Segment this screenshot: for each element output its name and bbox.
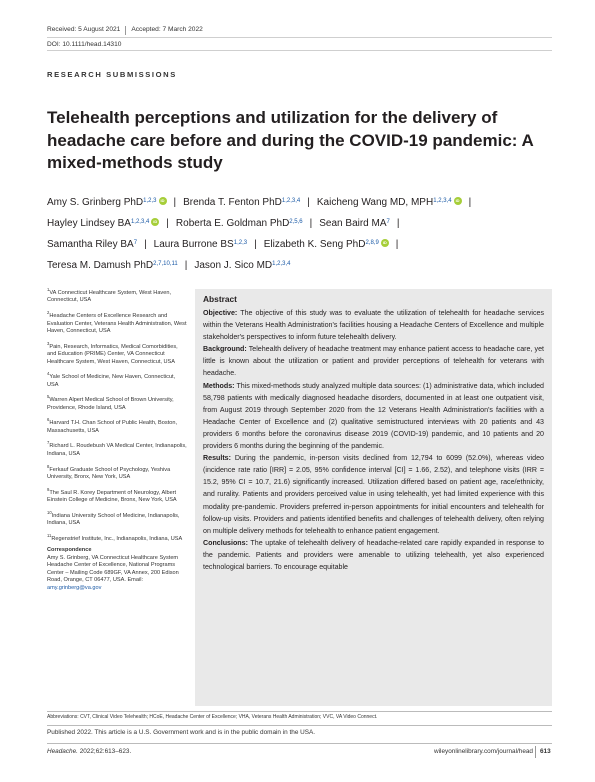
affiliation-text: Indiana University School of Medicine, Indianapolis, Indiana, USA <box>47 512 180 527</box>
article-title: Telehealth perceptions and utilization for the delivery of headache care before and during the COVID-19 pandemic: A mixed-methods study <box>47 108 534 172</box>
author-entry <box>317 197 462 208</box>
author-affiliation-marker: 1,2,3 <box>143 198 157 204</box>
citation: Headache. 2022;62:613–623. <box>47 748 132 755</box>
affiliation-number: 7 <box>47 440 50 446</box>
correspondence-heading: Correspondence <box>47 547 92 554</box>
abstract-box <box>195 289 552 706</box>
affiliation-item <box>47 309 187 336</box>
affiliation-text: Regenstrief Institute, Inc., Indianapolis, Indiana, USA <box>51 535 183 542</box>
author-name[interactable]: Jason J. Sico MD <box>194 260 273 271</box>
author-affiliation-marker: 1,2,3 <box>233 240 248 246</box>
affiliation-item <box>47 370 187 389</box>
publication-notice: Published 2022. This article is a U.S. Government work and is in the public domain in the USA. <box>47 729 316 736</box>
orcid-icon[interactable] <box>159 197 167 205</box>
affiliation-text: Pain, Research, Informatics, Medical Comorbidities, and Education (PRIME) Center, VA Connecticut Healthcare System, West Haven, Connecticut, USA <box>47 343 178 365</box>
author-name[interactable]: Kaicheng Wang MD, MPH <box>316 197 434 208</box>
page-separator <box>535 746 536 758</box>
author-affiliation-marker: 2,5,6 <box>289 219 303 225</box>
orcid-icon[interactable] <box>454 197 462 205</box>
author-entry <box>47 239 137 250</box>
abstract-results: Results: During the pandemic, in-person visits declined from 12,794 to 6099 (52.0%), whereas video (incidence rate ratio [IRR] = 2.05, 95% confidence interval [CI] = 1.66, 2.52), and telephone visits (IRR = 15.2, 95% CI = 10.7, 21.6) significantly increased. Utilization differed based on patient age, race/ethnicity, and rurality. Patients and providers perceived value in using telehealth, yet had limited experience with this modality pre-pandemic. Providers preferred in-person appointments for initial encounters and telehealth for follow-up visits. Providers and patients identified benefits and challenges of telehealth delivery, often relying on multiple delivery methods for telehealth to enhance patient engagement. <box>203 454 544 535</box>
author-separator: | <box>396 218 400 229</box>
author-affiliation-marker: 7 <box>386 219 390 225</box>
affiliation-text: Richard L. Roudebush VA Medical Center, Indianapolis, Indiana, USA <box>47 443 187 457</box>
author-separator: | <box>254 239 257 250</box>
author-name[interactable]: Elizabeth K. Seng PhD <box>263 239 366 250</box>
author-affiliation-marker: 1,2,3,4 <box>281 198 301 204</box>
author-separator: | <box>184 260 188 271</box>
affiliation-number: 1 <box>47 287 50 292</box>
author-list <box>47 192 557 276</box>
author-name[interactable]: Laura Burrone BS <box>153 239 234 250</box>
author-name[interactable]: Hayley Lindsey BA <box>47 218 131 229</box>
article-dates <box>47 26 203 35</box>
affiliation-text: Ferkauf Graduate School of Psychology, Yeshiva University, Bronx, New York, USA <box>47 466 171 480</box>
header-divider-2 <box>47 50 552 51</box>
affiliation-item <box>47 340 187 367</box>
affiliation-number: 8 <box>47 463 50 469</box>
affiliations <box>47 286 187 593</box>
accepted-date: Accepted: 7 March 2022 <box>131 26 203 33</box>
author-name[interactable]: Samantha Riley BA <box>47 239 134 250</box>
affiliation-text: The Saul R. Korey Department of Neurology, Albert Einstein College of Medicine, Bronx, New York, USA <box>47 489 177 504</box>
affiliation-text: Warren Alpert Medical School of Brown University, Providence, Rhode Island, USA <box>47 397 174 411</box>
affiliation-item <box>47 416 187 435</box>
affiliation-number: 4 <box>47 371 50 377</box>
author-name[interactable]: Amy S. Grinberg PhD <box>47 197 144 208</box>
abstract-background: Background: Telehealth delivery of headache treatment may enhance patient access to headache care, yet little is known about the utilization or patient and provider perceptions of telehealth for veterans with headache. <box>203 345 544 378</box>
affiliation-number: 10 <box>47 509 52 515</box>
author-separator: | <box>144 239 147 250</box>
author-name[interactable]: Teresa M. Damush PhD <box>47 260 154 271</box>
affiliation-item <box>47 509 187 528</box>
affiliation-text: Yale School of Medicine, New Haven, Connecticut, USA <box>47 374 176 388</box>
affiliation-text: Headache Centers of Excellence Research and Evaluation Center, Veterans Health Administration, West Haven, Connecticut, USA <box>47 312 187 335</box>
author-affiliation-marker: 2,7,10,11 <box>153 261 178 267</box>
author-separator: | <box>307 197 310 208</box>
affiliation-item <box>47 532 187 543</box>
affiliation-number: 6 <box>47 417 50 423</box>
correspondence-address: Amy S. Grinberg, VA Connecticut Healthcare System Headache Center of Excellence, National Programs Center – Mailing Code 689GF, VA Annex, 200 Edison Road, Orange, CT 06477, USA. Email: amy.grinberg@va.gov <box>47 554 179 592</box>
author-separator: | <box>173 197 177 208</box>
affiliation-number: 2 <box>47 310 50 316</box>
orcid-icon[interactable] <box>381 239 389 247</box>
footer-divider-2 <box>47 725 552 726</box>
author-name[interactable]: Roberta E. Goldman PhD <box>175 218 290 229</box>
abstract-objective: Objective: The objective of this study was to evaluate the utilization of telehealth for headache services within the Veterans Health Administration's facilities housing a Headache Centers of Excellence and multiple stakeholder's perspectives to inform future telehealth delivery. <box>203 309 544 342</box>
affiliation-item <box>47 486 187 505</box>
author-separator: | <box>166 218 169 229</box>
page-number: 613 <box>540 748 551 755</box>
journal-url-link[interactable]: wileyonlinelibrary.com/journal/head <box>434 748 533 755</box>
received-date: Received: 5 August 2021 <box>47 26 121 33</box>
affiliation-item <box>47 393 187 412</box>
abstract-heading: Abstract <box>203 294 237 304</box>
affiliation-number: 11 <box>47 532 52 538</box>
author-entry <box>264 239 389 250</box>
affiliation-text: Harvard T.H. Chan School of Public Health, Boston, Massachusetts, USA <box>47 420 178 434</box>
author-separator: | <box>468 197 472 208</box>
abstract-conclusions: Conclusions: The uptake of telehealth delivery of headache-related care rapidly expanded in response to the pandemic. Patients and providers were amenable to utilizing telehealth, yet also experienced technological barriers. To encourage equitable <box>203 538 544 571</box>
affiliation-item <box>47 286 187 305</box>
author-entry <box>154 239 247 250</box>
affiliation-item <box>47 439 187 458</box>
affiliation-number: 5 <box>47 394 50 400</box>
author-name[interactable]: Sean Baird MA <box>319 218 387 229</box>
doi-link[interactable]: DOI: 10.1111/head.14310 <box>47 41 122 48</box>
author-separator: | <box>395 239 399 250</box>
email-link[interactable]: amy.grinberg@va.gov <box>47 585 102 592</box>
author-entry <box>47 197 167 208</box>
affiliation-item <box>47 463 187 482</box>
author-entry <box>319 218 390 229</box>
author-separator: | <box>309 218 313 229</box>
author-affiliation-marker: 1,2,3,4 <box>130 219 150 225</box>
author-entry <box>47 218 159 229</box>
affiliation-number: 9 <box>47 486 50 492</box>
author-affiliation-marker: 2,8,9 <box>365 240 379 246</box>
author-affiliation-marker: 1,2,3,4 <box>272 261 291 267</box>
author-name[interactable]: Brenda T. Fenton PhD <box>183 197 282 208</box>
affiliation-text: VA Connecticut Healthcare System, West Haven, Connecticut, USA <box>47 289 172 304</box>
date-separator <box>125 26 126 35</box>
footer-divider <box>47 711 552 712</box>
author-entry <box>47 260 178 271</box>
affiliation-number: 3 <box>47 340 50 346</box>
section-label: RESEARCH SUBMISSIONS <box>47 70 177 79</box>
author-entry <box>194 260 290 271</box>
author-affiliation-marker: 7 <box>133 240 138 246</box>
abstract-methods: Methods: This mixed-methods study analyzed multiple data sources: (1) administrative data, which included 58,798 patients with medically diagnosed headache disorders, documented in at least one outpatient visit, from August 2019 through September 2020 from the 12 Veterans Health Administration's facilities with a Headache Center of Excellence and (2) qualitative semistructured interviews with 20 patients and 43 providers 6 months before the coronavirus disease 2019 (COVID-19) pandemic, and 10 patients and 20 providers 6 months during the beginning of the pandemic. <box>203 381 544 451</box>
author-affiliation-marker: 1,2,3,4 <box>433 198 452 204</box>
author-entry <box>183 197 300 208</box>
header-divider <box>47 37 552 38</box>
abbreviations: Abbreviations: CVT, Clinical Video Telehealth; HCoE, Headache Center of Excellence; VHA, Veterans Health Administration; VVC, VA Video Connect. <box>47 714 378 720</box>
author-entry <box>176 218 303 229</box>
footer-divider-3 <box>47 743 552 744</box>
orcid-icon[interactable] <box>151 218 159 226</box>
